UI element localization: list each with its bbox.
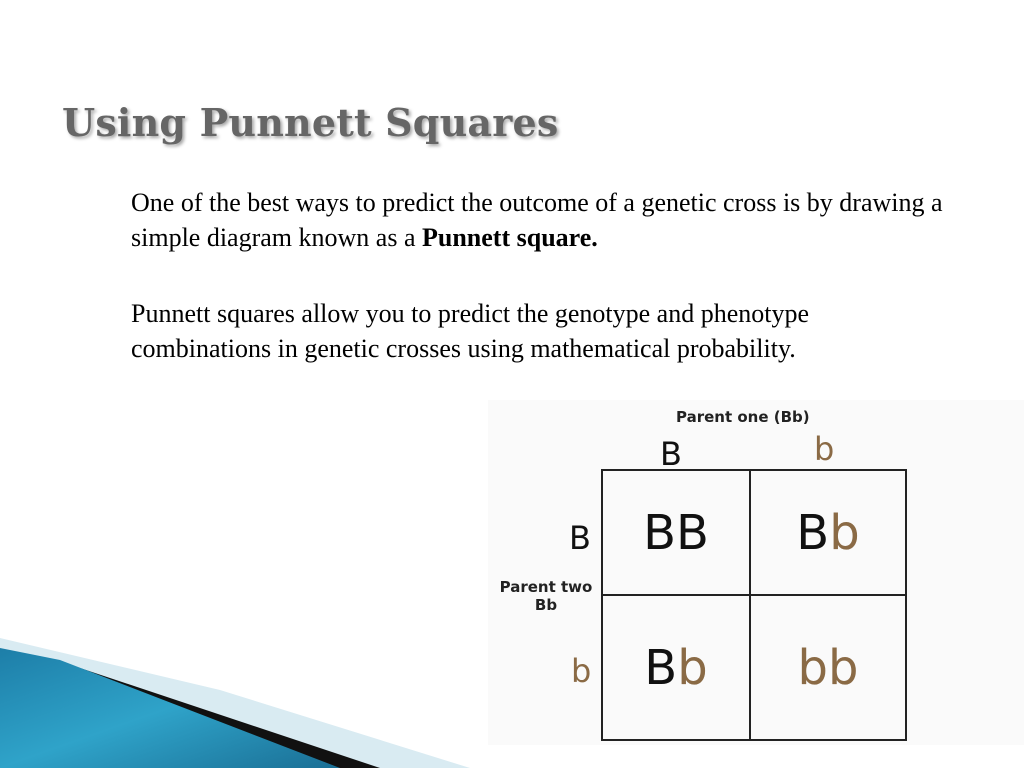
cell-3-allele-b: b [677, 639, 708, 696]
side-allele-2: b [571, 652, 592, 690]
parent-one-label: Parent one (Bb) [676, 408, 810, 426]
parent-two-label-line2: Bb [534, 596, 558, 614]
cell-2-allele-a: B [796, 504, 830, 561]
paragraph-1-text: One of the best ways to predict the outcome of a genetic cross is by drawing a simple diagram known as a [131, 188, 943, 252]
cell-1-allele-b: B [676, 504, 709, 561]
decor-blue-wedge [0, 648, 340, 768]
slide-title: Using Punnett Squares [62, 100, 559, 145]
cell-1-allele-a: B [643, 504, 676, 561]
side-allele-1: B [569, 519, 591, 557]
paragraph-1-bold-term: Punnett square. [422, 223, 598, 252]
parent-two-label-line1: Parent two [499, 578, 593, 596]
cell-2-allele-b: b [829, 504, 860, 561]
cell-4-allele-a: b [797, 639, 828, 696]
cell-4-allele-b: b [828, 639, 859, 696]
top-allele-2: b [814, 430, 835, 468]
paragraph-2: Punnett squares allow you to predict the genotype and phenotype combinations in genetic crosses using mathematical probability. [131, 299, 810, 363]
top-allele-1: B [660, 435, 682, 473]
cell-3-allele-a: B [644, 639, 678, 696]
